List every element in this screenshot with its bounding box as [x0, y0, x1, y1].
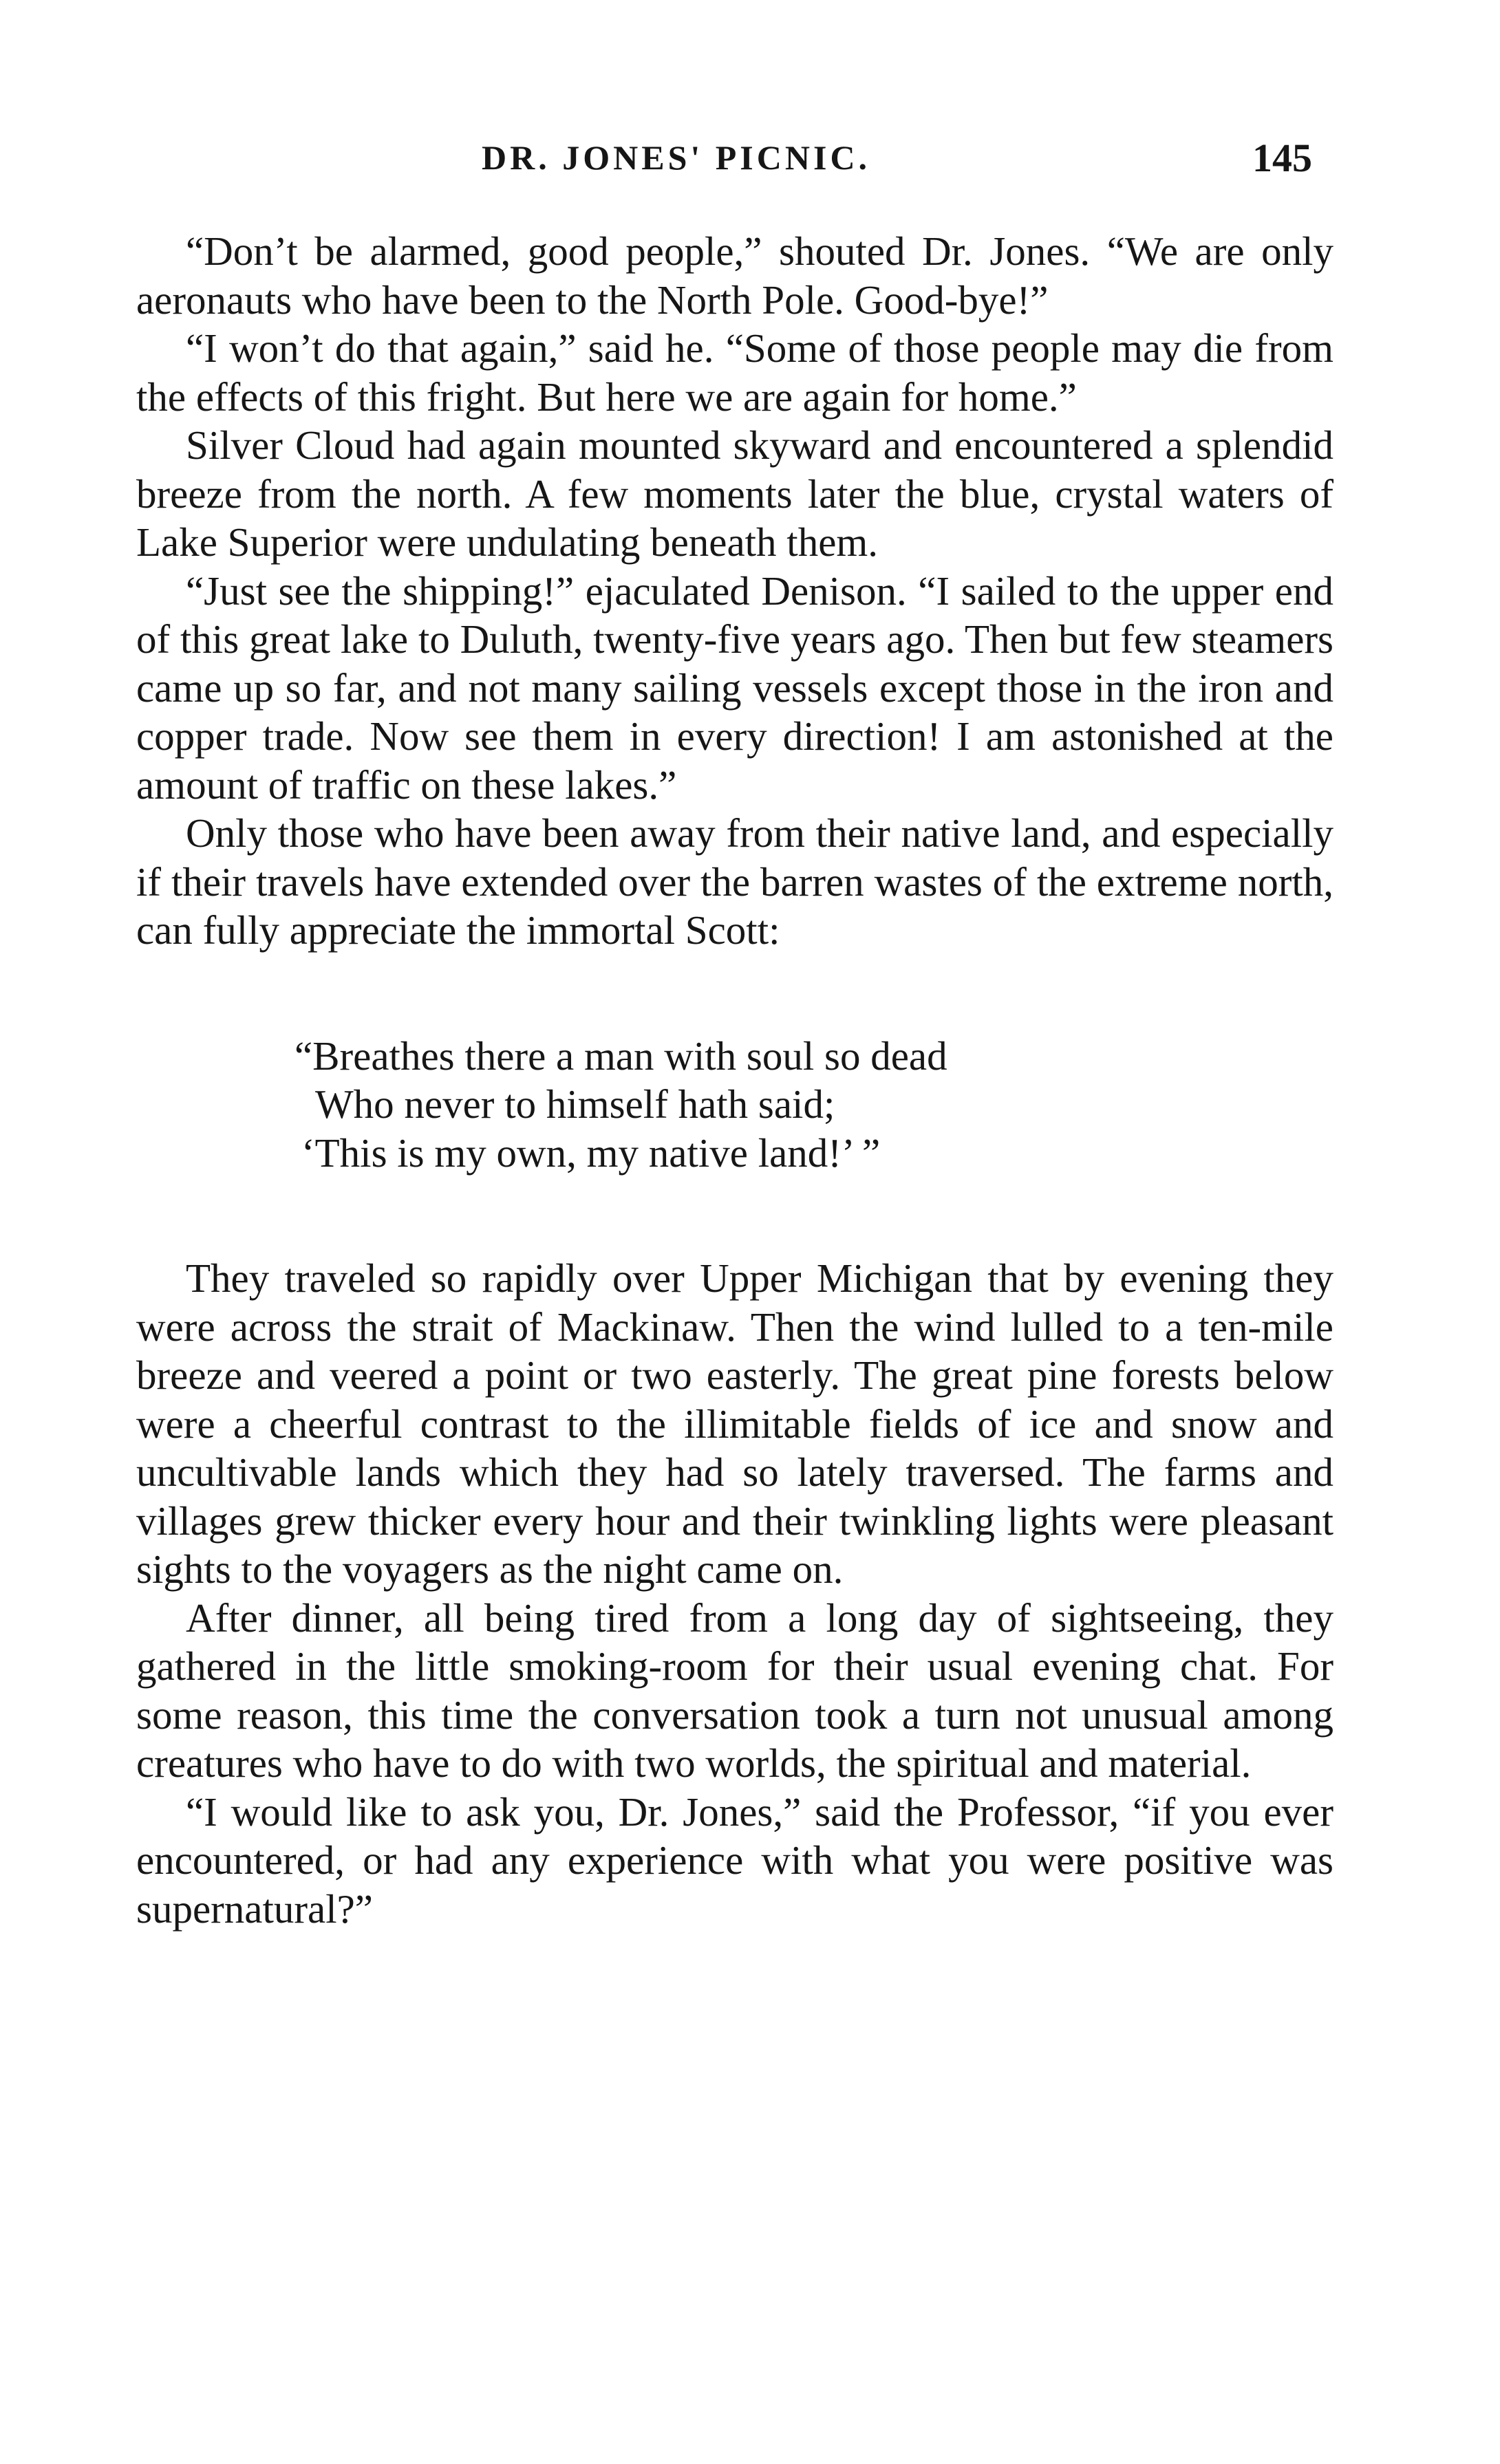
paragraph: “I won’t do that again,” said he. “Some of those people may die from the effects of this fright. But here we are again for home.”	[136, 325, 1333, 420]
verse-line: ‘This is my own, my native land!’ ”	[301, 1130, 881, 1176]
paragraph: They traveled so rapidly over Upper Michigan that by evening they were across the strait of Mackinaw. Then the wind lulled to a ten-mile breeze and veered a point or two easterly. The great pine forests below were a cheerful contrast to the illimitable fields of ice and snow and uncultivable lands which they had so lately traversed. The farms and villages grew thicker every hour and their twinkling lights were pleasant sights to the voyagers as the night came on.	[136, 1255, 1333, 1592]
paragraph: Only those who have been away from their native land, and especially if their travels have extended over the barren wastes of the extreme north, can fully appreciate the immortal Scott:	[136, 810, 1333, 953]
paragraph: “Just see the shipping!” ejaculated Denison. “I sailed to the upper end of this great lake to Duluth, twenty-five years ago. Then but few steamers came up so far, and not many sailing vessels except those in the iron and copper trade. Now see them in every direction! I am astonished at the amount of traffic on these lakes.”	[136, 568, 1333, 808]
verse-quotation	[294, 1032, 1333, 1178]
page-number: 145	[1252, 136, 1312, 180]
paragraph: Silver Cloud had again mounted skyward and encountered a splendid breeze from the north. A few moments later the blue, crystal waters of Lake Superior were undulating beneath them.	[136, 422, 1333, 565]
verse-line: Who never to himself hath said;	[315, 1081, 835, 1127]
paragraph: After dinner, all being tired from a long day of sightseeing, they gathered in the little smoking-room for their usual evening chat. For some reason, this time the conversation took a turn not unusual among creatures who have to do with two worlds, the spiritual and material.	[136, 1595, 1333, 1786]
paragraph: “I would like to ask you, Dr. Jones,” said the Professor, “if you ever encountered, or had any experience with what you were positive was supernatural?”	[136, 1788, 1333, 1932]
running-head: DR. JONES' PICNIC.	[482, 138, 871, 177]
body-text	[136, 227, 1333, 1933]
verse-line: “Breathes there a man with soul so dead	[294, 1033, 947, 1079]
paragraph: “Don’t be alarmed, good people,” shouted Dr. Jones. “We are only aeronauts who have been to the North Pole. Good-bye!”	[136, 228, 1333, 323]
